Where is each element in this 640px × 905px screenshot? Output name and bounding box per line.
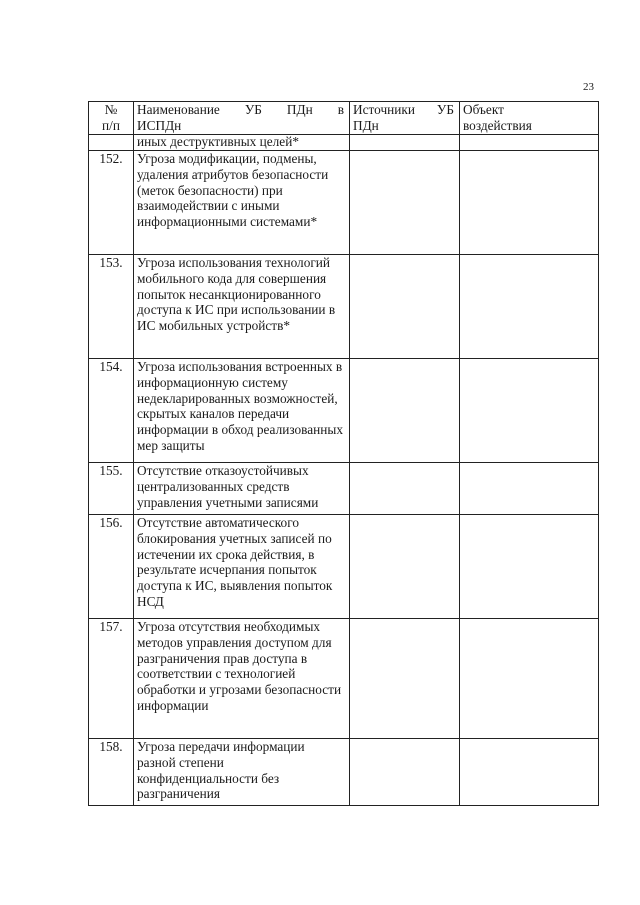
- row-number: 158.: [89, 739, 134, 806]
- header-threat-name-line2: ИСПДн: [137, 117, 182, 133]
- row-threat-name: Угроза отсутствия необходимых методов управления доступом для разграничения прав доступа в соответствии с технологией обработки и угрозами безопасности информации: [134, 619, 350, 739]
- header-threat-name: [134, 102, 350, 135]
- row-sources: [350, 739, 460, 806]
- header-threat-name-line1: Наименование УБ ПДн в: [137, 102, 344, 117]
- row-sources: [350, 151, 460, 255]
- row-sources: [350, 463, 460, 515]
- header-object: [460, 102, 599, 135]
- table-row: [89, 151, 599, 255]
- threats-table: [88, 101, 599, 806]
- row-object: [460, 359, 599, 463]
- row-number: 156.: [89, 515, 134, 619]
- row-threat-name: Угроза использования технологий мобильного кода для совершения попыток несанкционированного доступа к ИС при использовании в ИС мобильных устройств*: [134, 255, 350, 359]
- row-threat-name: Отсутствие автоматического блокирования учетных записей по истечении их срока действия, в результате исчерпания попыток доступа к ИС, выявления попыток НСД: [134, 515, 350, 619]
- row-threat-name: Угроза использования встроенных в информационную систему недекларированных возможностей, скрытых каналов передачи информации в обход реализованных мер защиты: [134, 359, 350, 463]
- table-row: [89, 255, 599, 359]
- continuation-number-cell: [89, 135, 134, 151]
- header-sources-line1: Источники УБ: [353, 102, 454, 117]
- header-object-line1: Объект: [463, 102, 504, 117]
- header-object-line2: воздействия: [463, 117, 532, 133]
- header-sources: [350, 102, 460, 135]
- row-object: [460, 255, 599, 359]
- row-sources: [350, 255, 460, 359]
- table-row: [89, 619, 599, 739]
- table-header-row: [89, 102, 599, 135]
- continuation-name-cell: иных деструктивных целей*: [134, 135, 350, 151]
- row-sources: [350, 619, 460, 739]
- row-number: 157.: [89, 619, 134, 739]
- row-number: 155.: [89, 463, 134, 515]
- row-object: [460, 619, 599, 739]
- page-number: 23: [583, 81, 594, 93]
- table-row: [89, 515, 599, 619]
- row-number: 152.: [89, 151, 134, 255]
- row-sources: [350, 359, 460, 463]
- row-sources: [350, 515, 460, 619]
- table-row: [89, 463, 599, 515]
- header-number-line1: №: [104, 102, 118, 117]
- table-row: [89, 359, 599, 463]
- row-threat-name: Угроза модификации, подмены, удаления атрибутов безопасности (меток безопасности) при взаимодействии с иными информационными системами*: [134, 151, 350, 255]
- row-number: 154.: [89, 359, 134, 463]
- header-number: [89, 102, 134, 135]
- row-object: [460, 739, 599, 806]
- continuation-sources-cell: [350, 135, 460, 151]
- row-object: [460, 515, 599, 619]
- row-number: 153.: [89, 255, 134, 359]
- table-row: [89, 739, 599, 806]
- header-number-line2: п/п: [102, 117, 120, 133]
- header-sources-line2: ПДн: [353, 117, 379, 133]
- row-threat-name: Угроза передачи информации разной степени конфиденциальности без разграничения: [134, 739, 350, 806]
- row-threat-name: Отсутствие отказоустойчивых централизованных средств управления учетными записями: [134, 463, 350, 515]
- continuation-object-cell: [460, 135, 599, 151]
- table-row-continuation: [89, 135, 599, 151]
- row-object: [460, 151, 599, 255]
- row-object: [460, 463, 599, 515]
